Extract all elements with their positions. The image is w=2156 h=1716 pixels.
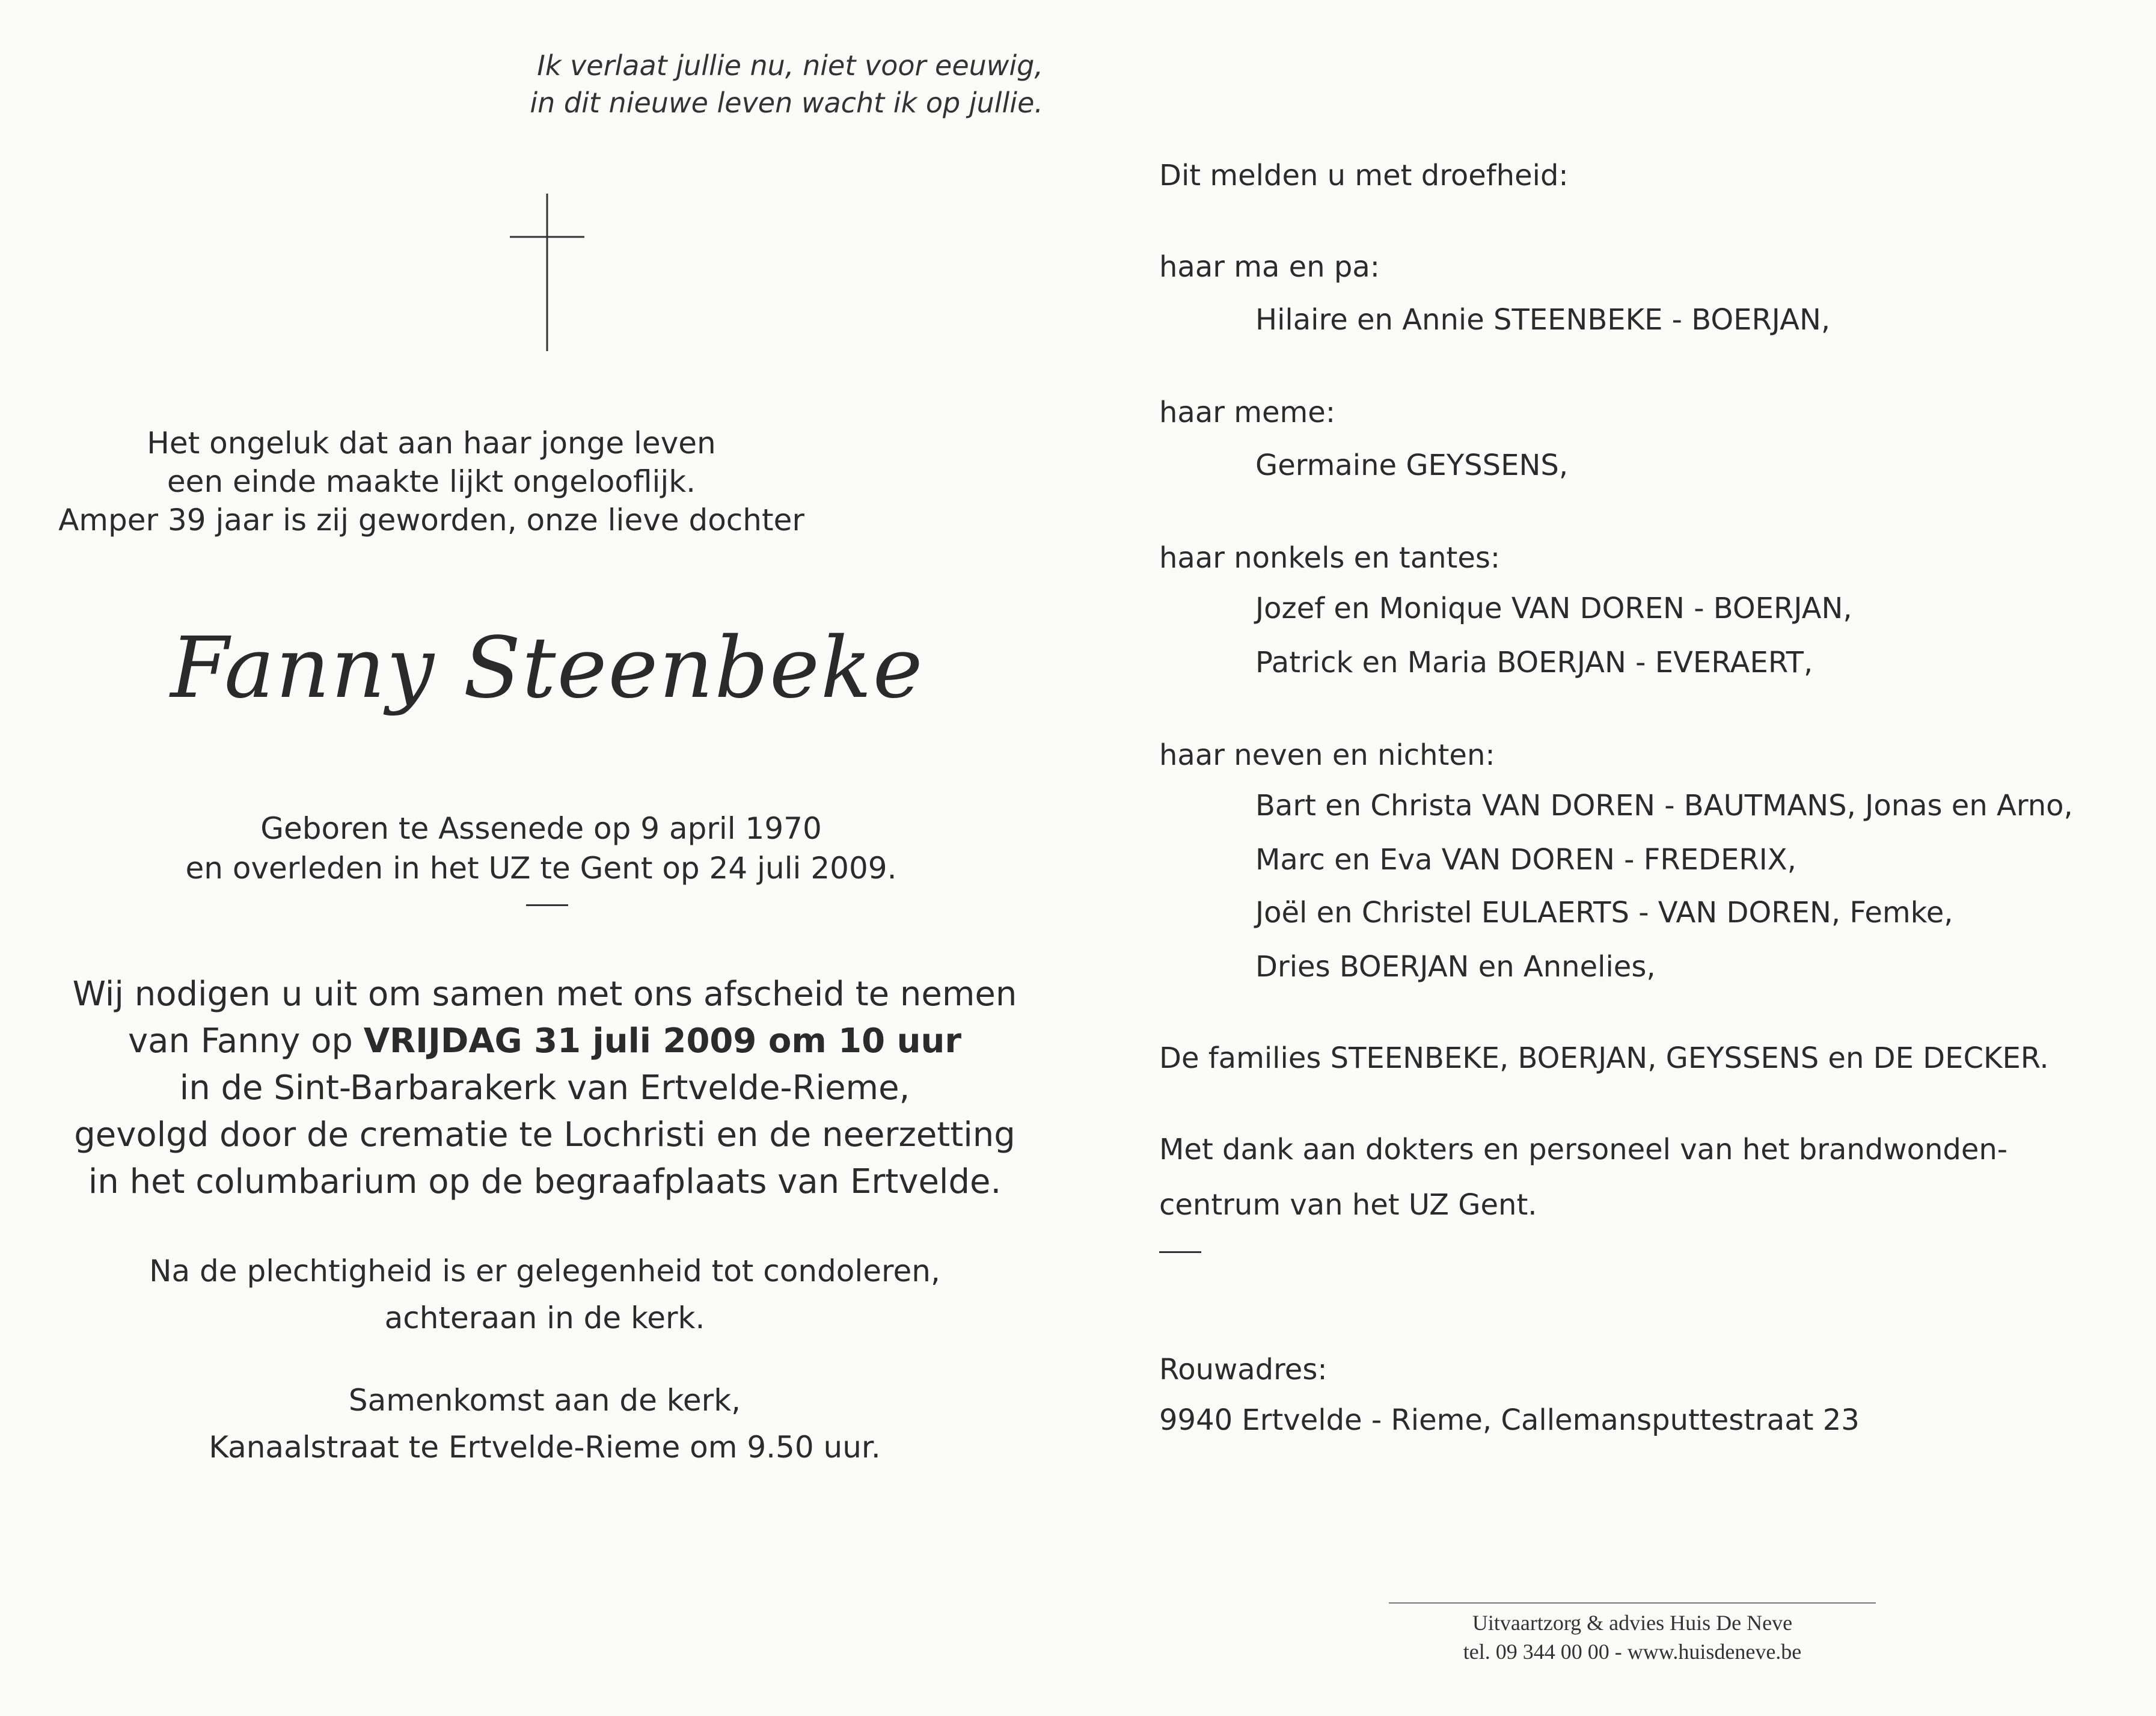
- cousins-line: Dries BOERJAN en Annelies,: [1255, 950, 1656, 984]
- invite-line: in het columbarium op de begraafplaats van Ertvelde.: [88, 1162, 1002, 1201]
- quote-line: Ik verlaat jullie nu, niet voor eeuwig,: [537, 49, 1043, 82]
- opening-quote: [0, 47, 1043, 121]
- uncles-line: Jozef en Monique VAN DOREN - BOERJAN,: [1255, 592, 1852, 625]
- thanks-line: Met dank aan dokters en personeel van het brandwonden-: [1159, 1133, 2008, 1166]
- footer-line: tel. 09 344 00 00 - www.huisdeneve.be: [1463, 1640, 1802, 1664]
- birth-death-info: [0, 809, 1082, 888]
- gather-line: Kanaalstraat te Ertvelde-Rieme om 9.50 uur.: [209, 1430, 881, 1465]
- deceased-name: Fanny Steenbeke: [170, 619, 924, 717]
- invite-line: Wij nodigen u uit om samen met ons afscheid te nemen: [72, 975, 1017, 1014]
- uncles-label: haar nonkels en tantes:: [1159, 541, 1501, 575]
- cousins-line: Joël en Christel EULAERTS - VAN DOREN, Femke,: [1255, 896, 1953, 930]
- thanks-line: centrum van het UZ Gent.: [1159, 1188, 1537, 1222]
- parents-label: haar ma en pa:: [1159, 250, 1380, 284]
- grandma-label: haar meme:: [1159, 396, 1335, 429]
- divider: [526, 904, 568, 906]
- invite-line: in de Sint-Barbarakerk van Ertvelde-Rieme,: [179, 1068, 910, 1108]
- parents-names: Hilaire en Annie STEENBEKE - BOERJAN,: [1255, 303, 1831, 337]
- cousins-line: Bart en Christa VAN DOREN - BAUTMANS, Jonas en Arno,: [1255, 789, 2073, 823]
- divider: [1159, 1251, 1201, 1253]
- intro-line: Amper 39 jaar is zij geworden, onze lieve dochter: [58, 503, 804, 538]
- right-panel: [1159, 0, 2121, 1716]
- cousins-line: Marc en Eva VAN DOREN - FREDERIX,: [1255, 843, 1796, 877]
- born-line: en overleden in het UZ te Gent op 24 juli 2009.: [185, 851, 897, 886]
- condol-line: achteraan in de kerk.: [384, 1301, 705, 1335]
- cousins-label: haar neven en nichten:: [1159, 738, 1495, 772]
- intro-line: een einde maakte lijkt ongelooflijk.: [167, 464, 696, 499]
- invite-line: gevolgd door de crematie te Lochristi en de neerzetting: [74, 1115, 1015, 1154]
- address-label: Rouwadres:: [1159, 1353, 1328, 1387]
- intro-line: Het ongeluk dat aan haar jonge leven: [147, 426, 716, 461]
- funeral-home-footer: [1389, 1602, 1876, 1666]
- born-line: Geboren te Assenede op 9 april 1970: [260, 811, 822, 846]
- invitation: [0, 971, 1089, 1206]
- gather-line: Samenkomst aan de kerk,: [348, 1383, 741, 1418]
- condol-line: Na de plechtigheid is er gelegenheid tot condoleren,: [149, 1254, 940, 1289]
- intro-text: [0, 424, 863, 539]
- announcement: Dit melden u met droefheid:: [1159, 159, 1569, 192]
- invite-line-text: van Fanny op: [128, 1022, 364, 1061]
- quote-line: in dit nieuwe leven wacht ik op jullie.: [530, 87, 1043, 119]
- footer-line: Uitvaartzorg & advies Huis De Neve: [1472, 1611, 1793, 1635]
- grandma-name: Germaine GEYSSENS,: [1255, 449, 1569, 482]
- families-line: De families STEENBEKE, BOERJAN, GEYSSENS en DE DECKER.: [1159, 1041, 2049, 1075]
- ceremony-date: VRIJDAG 31 juli 2009 om 10 uur: [363, 1022, 961, 1061]
- uncles-line: Patrick en Maria BOERJAN - EVERAERT,: [1255, 646, 1813, 679]
- cross-icon: [510, 194, 584, 351]
- address-value: 9940 Ertvelde - Rieme, Callemansputtestraat 23: [1159, 1403, 1860, 1437]
- gathering-info: [0, 1377, 1089, 1471]
- invite-line: [0, 1018, 1089, 1065]
- condolences-info: [0, 1248, 1089, 1341]
